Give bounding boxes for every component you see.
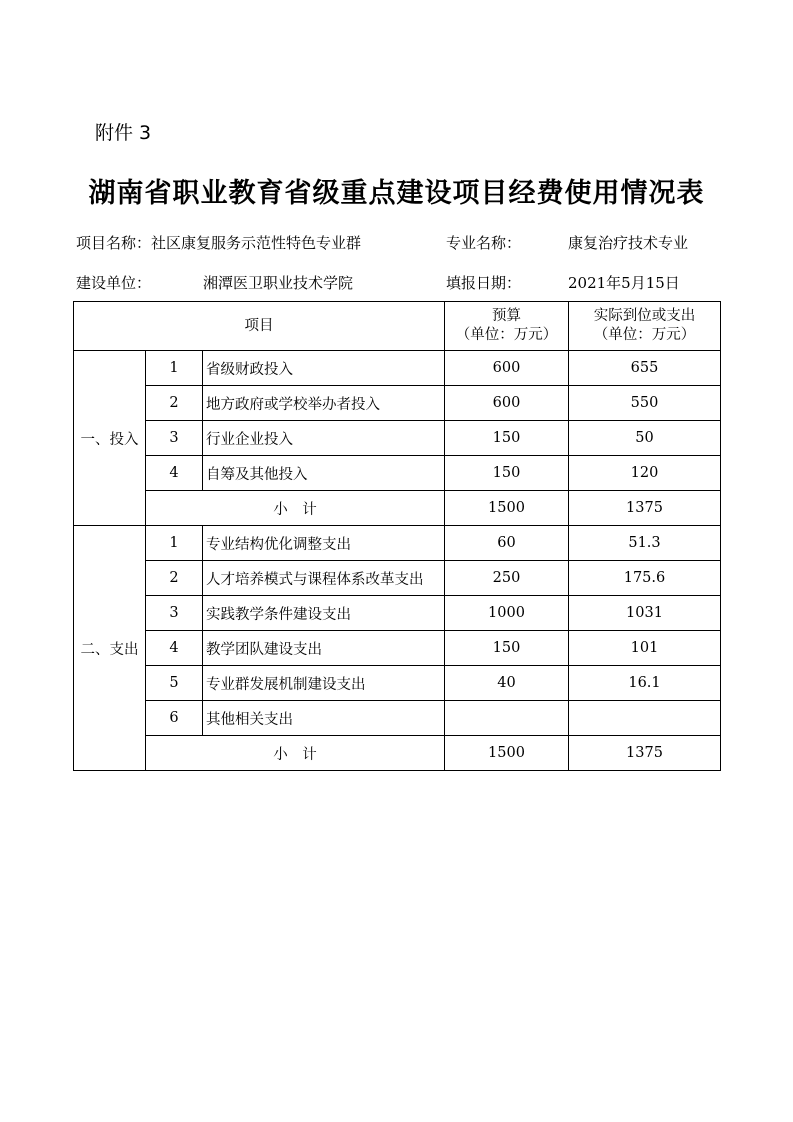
- row-budget: 150: [445, 421, 569, 456]
- row-number: 1: [146, 526, 203, 561]
- row-actual: 550: [569, 386, 721, 421]
- table-row: [74, 561, 721, 596]
- row-actual: 50: [569, 421, 721, 456]
- row-budget: [445, 701, 569, 736]
- row-actual: 655: [569, 351, 721, 386]
- row-name: 教学团队建设支出: [203, 631, 445, 666]
- table-row: [74, 631, 721, 666]
- row-actual: [569, 701, 721, 736]
- row-number: 3: [146, 421, 203, 456]
- date-value: 2021年5月15日: [568, 274, 680, 292]
- row-name: 实践教学条件建设支出: [203, 596, 445, 631]
- subtotal-actual: 1375: [569, 736, 721, 771]
- table-row: [74, 666, 721, 701]
- row-budget: 600: [445, 351, 569, 386]
- row-budget: 600: [445, 386, 569, 421]
- row-name: 地方政府或学校举办者投入: [203, 386, 445, 421]
- table-row: [74, 701, 721, 736]
- header-budget: [445, 302, 569, 351]
- subtotal-row: [74, 491, 721, 526]
- header-item: 项目: [74, 302, 445, 351]
- subtotal-budget: 1500: [445, 736, 569, 771]
- header-actual-unit: （单位：万元）: [593, 327, 696, 343]
- row-name: 专业结构优化调整支出: [203, 526, 445, 561]
- funding-table: [73, 301, 721, 771]
- subtotal-label: 小 计: [146, 491, 445, 526]
- row-name: 人才培养模式与课程体系改革支出: [203, 561, 445, 596]
- subtotal-row: [74, 736, 721, 771]
- row-number: 4: [146, 456, 203, 491]
- row-budget: 250: [445, 561, 569, 596]
- row-budget: 40: [445, 666, 569, 701]
- table-row: [74, 456, 721, 491]
- table-row: [74, 596, 721, 631]
- row-actual: 16.1: [569, 666, 721, 701]
- unit-label: 建设单位：: [76, 274, 152, 292]
- subtotal-budget: 1500: [445, 491, 569, 526]
- table-row: [74, 421, 721, 456]
- page-title: 湖南省职业教育省级重点建设项目经费使用情况表: [88, 178, 705, 209]
- row-actual: 175.6: [569, 561, 721, 596]
- row-number: 4: [146, 631, 203, 666]
- table-row: [74, 351, 721, 386]
- attachment-label: 附件 3: [95, 122, 152, 144]
- header-budget-title: 预算: [492, 308, 521, 324]
- major-label: 专业名称：: [446, 234, 522, 252]
- row-number: 6: [146, 701, 203, 736]
- header-actual: [569, 302, 721, 351]
- row-actual: 120: [569, 456, 721, 491]
- row-actual: 51.3: [569, 526, 721, 561]
- row-budget: 150: [445, 631, 569, 666]
- project-name: 项目名称：社区康复服务示范性特色专业群: [76, 234, 362, 252]
- table-header-row: [74, 302, 721, 351]
- subtotal-label: 小 计: [146, 736, 445, 771]
- row-budget: 1000: [445, 596, 569, 631]
- major-value: 康复治疗技术专业: [568, 234, 689, 252]
- row-budget: 60: [445, 526, 569, 561]
- header-budget-unit: （单位：万元）: [455, 327, 558, 343]
- row-name: 行业企业投入: [203, 421, 445, 456]
- row-number: 5: [146, 666, 203, 701]
- row-number: 2: [146, 561, 203, 596]
- table-row: [74, 386, 721, 421]
- row-name: 省级财政投入: [203, 351, 445, 386]
- date-label: 填报日期：: [446, 274, 522, 292]
- section-input-label: 一、投入: [74, 351, 146, 526]
- row-name: 专业群发展机制建设支出: [203, 666, 445, 701]
- row-actual: 1031: [569, 596, 721, 631]
- row-budget: 150: [445, 456, 569, 491]
- row-number: 3: [146, 596, 203, 631]
- unit-value: 湘潭医卫职业技术学院: [203, 274, 354, 292]
- table-row: [74, 526, 721, 561]
- header-actual-title: 实际到位或支出: [593, 308, 696, 324]
- section-expense-label: 二、支出: [74, 526, 146, 771]
- row-name: 自筹及其他投入: [203, 456, 445, 491]
- row-name: 其他相关支出: [203, 701, 445, 736]
- subtotal-actual: 1375: [569, 491, 721, 526]
- row-number: 1: [146, 351, 203, 386]
- row-number: 2: [146, 386, 203, 421]
- row-actual: 101: [569, 631, 721, 666]
